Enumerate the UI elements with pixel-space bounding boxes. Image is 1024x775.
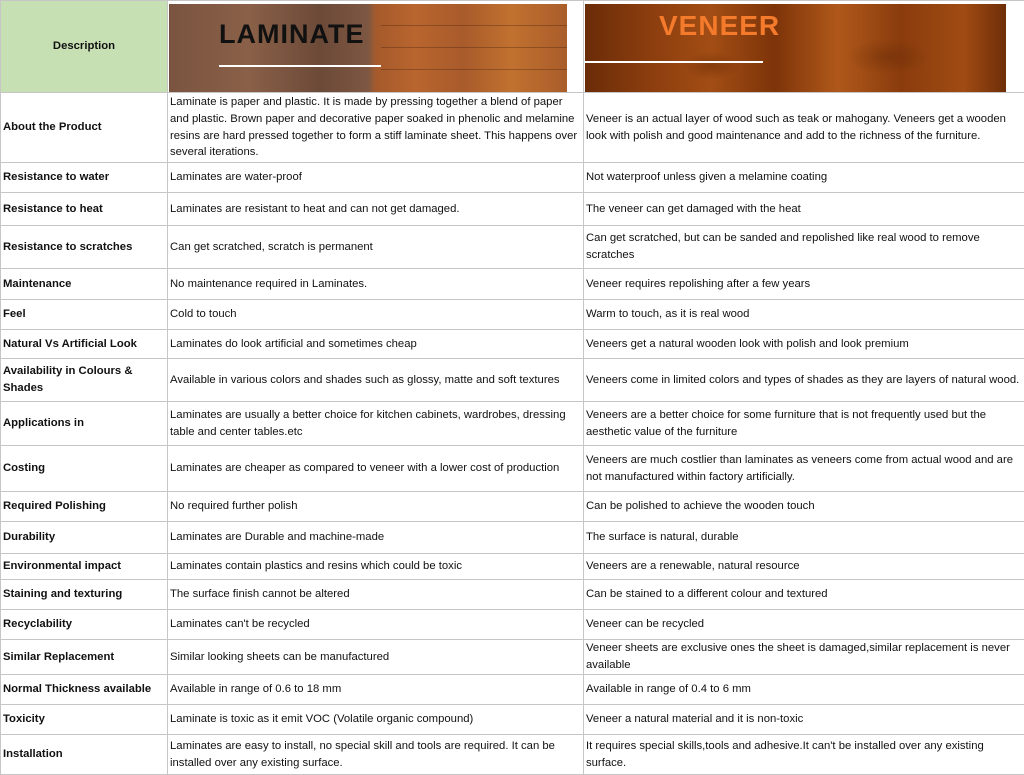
laminate-cell: Similar looking sheets can be manufactured bbox=[168, 640, 584, 675]
header-row bbox=[1, 1, 1024, 93]
table-row bbox=[1, 580, 1024, 610]
table-row bbox=[1, 330, 1024, 359]
veneer-cell: Veneer sheets are exclusive ones the sheet is damaged,similar replacement is never available bbox=[584, 640, 1024, 675]
row-label: About the Product bbox=[1, 93, 168, 163]
laminate-cell: Laminate is toxic as it emit VOC (Volatile organic compound) bbox=[168, 705, 584, 735]
table-row bbox=[1, 735, 1024, 775]
laminate-cell: Can get scratched, scratch is permanent bbox=[168, 226, 584, 269]
veneer-cell: Veneers are a better choice for some furniture that is not frequently used but the aesthetic value of the furniture bbox=[584, 402, 1024, 446]
table-row bbox=[1, 610, 1024, 640]
laminate-title: LAMINATE bbox=[219, 26, 364, 43]
row-label: Maintenance bbox=[1, 269, 168, 300]
laminate-cell: Available in various colors and shades such as glossy, matte and soft textures bbox=[168, 359, 584, 402]
row-label: Staining and texturing bbox=[1, 580, 168, 610]
laminate-cell: Cold to touch bbox=[168, 300, 584, 330]
veneer-cell: The surface is natural, durable bbox=[584, 522, 1024, 554]
veneer-cell: Veneer is an actual layer of wood such as teak or mahogany. Veneers get a wooden look with polish and good maintenance and add to the richness of the furniture. bbox=[584, 93, 1024, 163]
laminate-cell: Laminates can't be recycled bbox=[168, 610, 584, 640]
row-label: Feel bbox=[1, 300, 168, 330]
veneer-cell: Can get scratched, but can be sanded and repolished like real wood to remove scratches bbox=[584, 226, 1024, 269]
veneer-cell: Veneer can be recycled bbox=[584, 610, 1024, 640]
row-label: Normal Thickness available bbox=[1, 675, 168, 705]
laminate-cell: No required further polish bbox=[168, 492, 584, 522]
row-label: Required Polishing bbox=[1, 492, 168, 522]
laminate-cell: Laminates are water-proof bbox=[168, 163, 584, 193]
laminate-cell: Laminates are cheaper as compared to veneer with a lower cost of production bbox=[168, 446, 584, 492]
row-label: Resistance to water bbox=[1, 163, 168, 193]
veneer-cell: Can be polished to achieve the wooden touch bbox=[584, 492, 1024, 522]
row-label: Installation bbox=[1, 735, 168, 775]
row-label: Durability bbox=[1, 522, 168, 554]
laminate-cell: Laminates are resistant to heat and can not get damaged. bbox=[168, 193, 584, 226]
row-label: Costing bbox=[1, 446, 168, 492]
row-label: Environmental impact bbox=[1, 554, 168, 580]
table-row bbox=[1, 269, 1024, 300]
table-row bbox=[1, 193, 1024, 226]
table-row bbox=[1, 163, 1024, 193]
veneer-cell: Veneers are a renewable, natural resource bbox=[584, 554, 1024, 580]
description-header: Description bbox=[1, 1, 168, 93]
row-label: Resistance to scratches bbox=[1, 226, 168, 269]
table-row bbox=[1, 675, 1024, 705]
veneer-cell: The veneer can get damaged with the heat bbox=[584, 193, 1024, 226]
veneer-cell: Veneers are much costlier than laminates as veneers come from actual wood and are not manufactured within factory artificially. bbox=[584, 446, 1024, 492]
laminate-cell: Laminates are easy to install, no special skill and tools are required. It can be installed over any existing surface. bbox=[168, 735, 584, 775]
table-row bbox=[1, 402, 1024, 446]
laminate-cell: Laminates contain plastics and resins which could be toxic bbox=[168, 554, 584, 580]
table-row bbox=[1, 705, 1024, 735]
laminate-cell: The surface finish cannot be altered bbox=[168, 580, 584, 610]
veneer-cell: Not waterproof unless given a melamine coating bbox=[584, 163, 1024, 193]
laminate-cell: Available in range of 0.6 to 18 mm bbox=[168, 675, 584, 705]
table-row bbox=[1, 300, 1024, 330]
table-row bbox=[1, 522, 1024, 554]
laminate-cell: Laminates are usually a better choice for kitchen cabinets, wardrobes, dressing table and center tables.etc bbox=[168, 402, 584, 446]
row-label: Recyclability bbox=[1, 610, 168, 640]
veneer-cell: Warm to touch, as it is real wood bbox=[584, 300, 1024, 330]
veneer-cell: Veneer requires repolishing after a few years bbox=[584, 269, 1024, 300]
veneer-cell: Available in range of 0.4 to 6 mm bbox=[584, 675, 1024, 705]
row-label: Natural Vs Artificial Look bbox=[1, 330, 168, 359]
row-label: Applications in bbox=[1, 402, 168, 446]
veneer-cell: Can be stained to a different colour and textured bbox=[584, 580, 1024, 610]
table-row bbox=[1, 226, 1024, 269]
laminate-cell: Laminates do look artificial and sometimes cheap bbox=[168, 330, 584, 359]
row-label: Resistance to heat bbox=[1, 193, 168, 226]
laminate-cell: No maintenance required in Laminates. bbox=[168, 269, 584, 300]
veneer-cell: It requires special skills,tools and adhesive.It can't be installed over any existing surface. bbox=[584, 735, 1024, 775]
laminate-header bbox=[168, 1, 584, 93]
laminate-cell: Laminates are Durable and machine-made bbox=[168, 522, 584, 554]
row-label: Similar Replacement bbox=[1, 640, 168, 675]
veneer-wood-image bbox=[585, 4, 1006, 92]
table-row bbox=[1, 554, 1024, 580]
veneer-header bbox=[584, 1, 1024, 93]
veneer-cell: Veneers come in limited colors and types of shades as they are layers of natural wood. bbox=[584, 359, 1024, 402]
table-row bbox=[1, 492, 1024, 522]
table-row bbox=[1, 359, 1024, 402]
table-row bbox=[1, 640, 1024, 675]
table-row bbox=[1, 93, 1024, 163]
veneer-cell: Veneer a natural material and it is non-toxic bbox=[584, 705, 1024, 735]
veneer-cell: Veneers get a natural wooden look with polish and look premium bbox=[584, 330, 1024, 359]
veneer-title: VENEER bbox=[659, 18, 780, 35]
table-row bbox=[1, 446, 1024, 492]
row-label: Toxicity bbox=[1, 705, 168, 735]
row-label: Availability in Colours & Shades bbox=[1, 359, 168, 402]
laminate-wood-image bbox=[169, 4, 567, 92]
laminate-cell: Laminate is paper and plastic. It is made by pressing together a blend of paper and plastic. Brown paper and decorative paper soaked in phenolic and melamine resins are hard pressed together to form a stiff laminate sheet. This happens over several iterations. bbox=[168, 93, 584, 163]
